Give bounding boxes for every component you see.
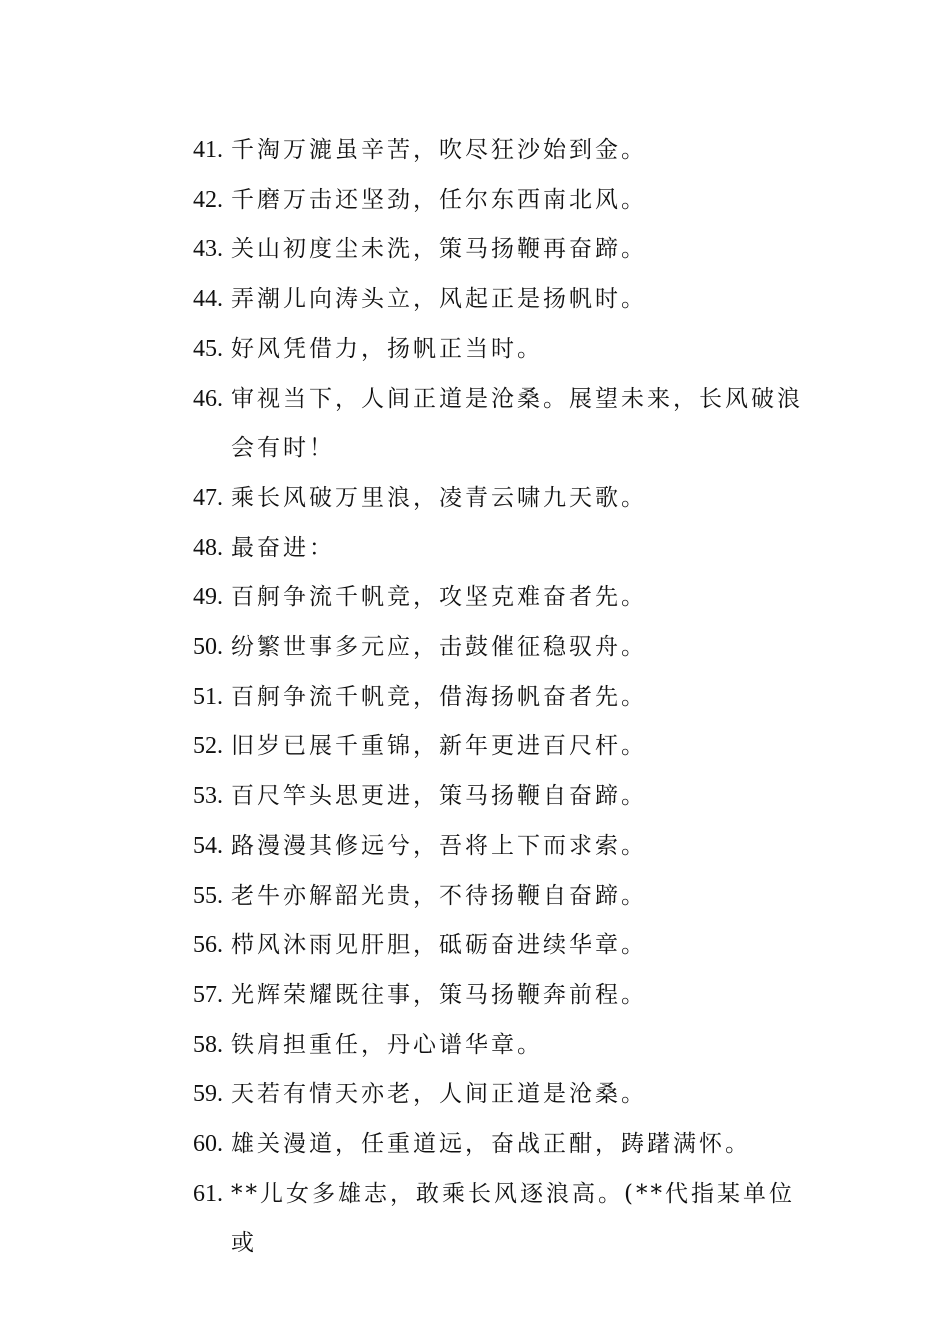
item-text: 百舸争流千帆竞，借海扬帆奋者先。 [231, 683, 647, 710]
list-item [193, 126, 813, 176]
list-item [193, 772, 813, 822]
item-number: 58. [193, 1031, 223, 1058]
list-item [193, 225, 813, 275]
item-text: 关山初度尘未洗，策马扬鞭再奋蹄。 [231, 236, 647, 263]
item-text: 路漫漫其修远兮，吾将上下而求索。 [231, 832, 647, 859]
numbered-list [193, 126, 813, 1269]
list-item [193, 524, 813, 574]
item-number: 41. [193, 137, 223, 163]
item-number: 49. [193, 584, 223, 611]
item-number: 55. [193, 882, 223, 909]
item-number: 54. [193, 832, 223, 859]
item-text: 乘长风破万里浪，凌青云啸九天歌。 [231, 484, 647, 511]
list-item [193, 1120, 813, 1170]
item-text: 雄关漫道，任重道远，奋战正酣，踌躇满怀。 [231, 1131, 751, 1158]
list-item [193, 573, 813, 623]
list-item [193, 971, 813, 1021]
list-item [193, 1070, 813, 1120]
item-text: 审视当下，人间正道是沧桑。展望未来，长风破浪会有时！ [231, 385, 803, 462]
item-number: 56. [193, 932, 223, 959]
item-number: 48. [193, 534, 223, 561]
list-item [193, 1021, 813, 1071]
item-number: 43. [193, 236, 223, 263]
item-text: 老牛亦解韶光贵，不待扬鞭自奋蹄。 [231, 882, 647, 909]
item-text: 千淘万漉虽辛苦，吹尽狂沙始到金。 [231, 137, 647, 163]
item-number: 59. [193, 1081, 223, 1108]
item-number: 42. [193, 186, 223, 213]
item-text: 天若有情天亦老，人间正道是沧桑。 [231, 1081, 647, 1108]
list-item [193, 176, 813, 226]
item-text: 铁肩担重任，丹心谱华章。 [231, 1031, 543, 1058]
list-item [193, 623, 813, 673]
item-text: 千磨万击还坚劲，任尔东西南北风。 [231, 186, 647, 213]
item-text: 旧岁已展千重锦，新年更进百尺杆。 [231, 733, 647, 760]
list-item [193, 673, 813, 723]
item-text: 纷繁世事多元应，击鼓催征稳驭舟。 [231, 634, 647, 661]
list-item [193, 474, 813, 524]
list-item [193, 872, 813, 922]
list-item [193, 921, 813, 971]
list-item [193, 375, 813, 474]
list-item [193, 275, 813, 325]
item-number: 50. [193, 634, 223, 661]
item-number: 53. [193, 783, 223, 810]
item-number: 60. [193, 1131, 223, 1158]
item-number: 57. [193, 981, 223, 1008]
item-number: 51. [193, 683, 223, 710]
list-item [193, 722, 813, 772]
item-text: 百尺竿头思更进，策马扬鞭自奋蹄。 [231, 783, 647, 810]
item-text: **儿女多雄志，敢乘长风逐浪高。(**代指某单位或 [231, 1180, 795, 1257]
item-text: 最奋进： [231, 534, 335, 561]
item-number: 47. [193, 484, 223, 511]
item-number: 61. [193, 1180, 223, 1207]
item-text: 百舸争流千帆竞，攻坚克难奋者先。 [231, 584, 647, 611]
item-number: 44. [193, 286, 223, 313]
item-text: 好风凭借力，扬帆正当时。 [231, 335, 543, 362]
item-text: 栉风沐雨见肝胆，砥砺奋进续华章。 [231, 932, 647, 959]
list-item [193, 325, 813, 375]
item-number: 45. [193, 335, 223, 362]
item-number: 46. [193, 385, 223, 412]
list-item [193, 1170, 813, 1269]
item-text: 光辉荣耀既往事，策马扬鞭奔前程。 [231, 981, 647, 1008]
item-number: 52. [193, 733, 223, 760]
item-text: 弄潮儿向涛头立，风起正是扬帆时。 [231, 286, 647, 313]
list-item [193, 822, 813, 872]
